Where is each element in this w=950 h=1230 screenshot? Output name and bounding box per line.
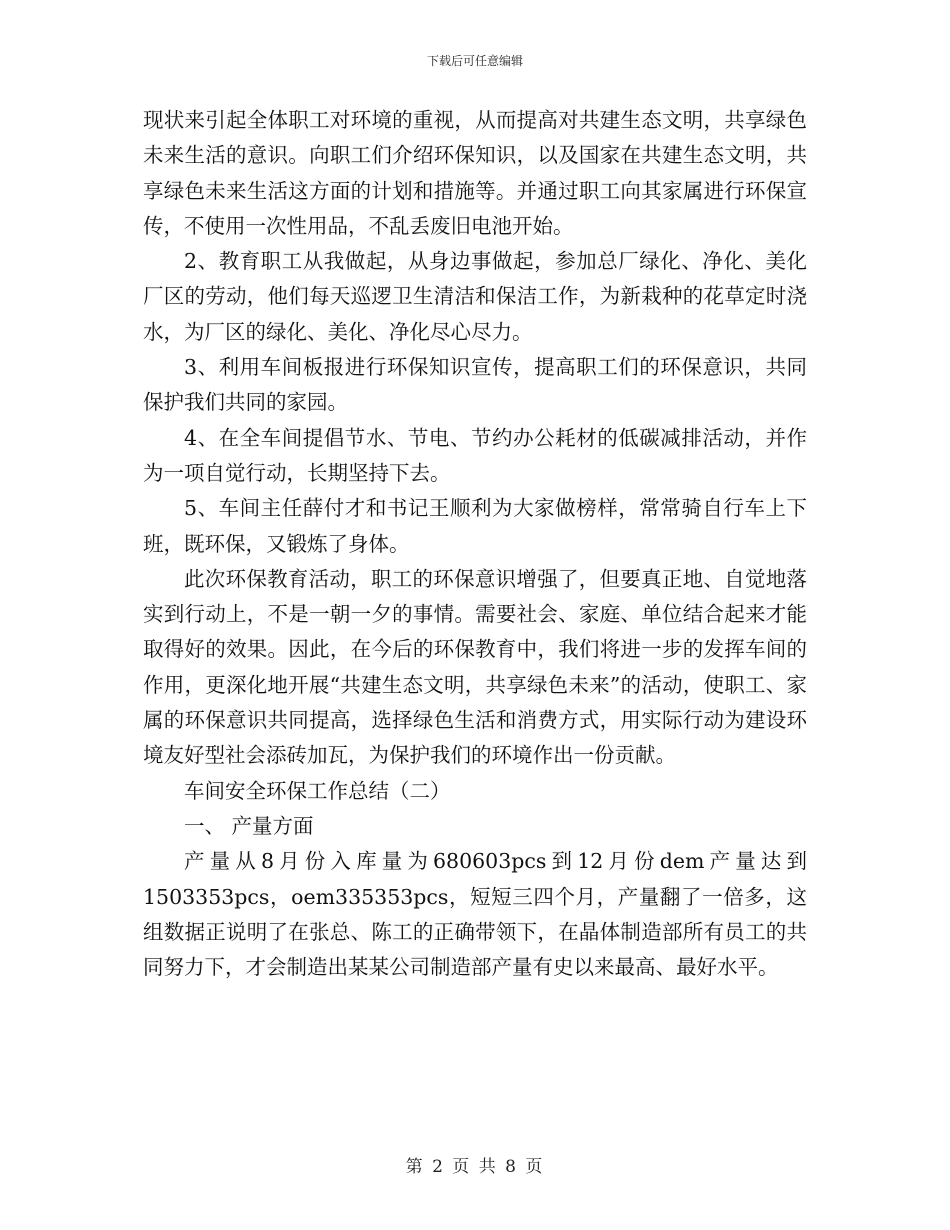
document-body bbox=[143, 103, 807, 985]
paragraph-conclusion: 此次环保教育活动，职工的环保意识增强了，但要真正地、自觉地落实到行动上，不是一朝一夕的事情。需要社会、家庭、单位结合起来才能取得好的效果。因此，在今后的环保教育中，我们将进一步的发挥车间的作用，更深化地开展“共建生态文明，共享绿色未来”的活动，使职工、家属的环保意识共同提高，选择绿色生活和消费方式，用实际行动为建设环境友好型社会添砖加瓦，为保护我们的环境作出一份贡献。 bbox=[143, 566, 807, 768]
paragraph-item-4: 4、在全车间提倡节水、节电、节约办公耗材的低碳减排活动，并作为一项自觉行动，长期坚持下去。 bbox=[143, 425, 807, 485]
paragraph-item-5: 5、车间主任薛付才和书记王顺利为大家做榜样，常常骑自行车上下班，既环保，又锻炼了身体。 bbox=[143, 496, 807, 556]
page-number: 第 2 页 共 8 页 bbox=[405, 1157, 545, 1177]
subsection-heading-output: 一、 产量方面 bbox=[184, 813, 314, 838]
page-header: 下载后可任意编辑 bbox=[426, 54, 523, 68]
paragraph-output-data: 产量从8月份入库量为680603pcs到12月份dem产量达到1503353pcs，oem335353pcs，短短三四个月，产量翻了一倍多，这组数据正说明了在张总、陈工的正确带领下，在晶体制造部所有员工的共同努力下，才会制造出某某公司制造部产量有史以来最高、最好水平。 bbox=[143, 849, 807, 980]
paragraph-item-2: 2、教育职工从我做起，从身边事做起，参加总厂绿化、净化、美化厂区的劳动，他们每天巡逻卫生清洁和保洁工作，为新栽种的花草定时浇水，为厂区的绿化、美化、净化尽心尽力。 bbox=[143, 249, 807, 344]
paragraph-item-3: 3、利用车间板报进行环保知识宣传，提高职工们的环保意识，共同保护我们共同的家园。 bbox=[143, 355, 807, 415]
section-title: 车间安全环保工作总结（二） bbox=[184, 778, 451, 803]
paragraph-environment-awareness: 现状来引起全体职工对环境的重视，从而提高对共建生态文明，共享绿色未来生活的意识。向职工们介绍环保知识，以及国家在共建生态文明，共享绿色未来生活这方面的计划和措施等。并通过职工向其家属进行环保宣传，不使用一次性用品，不乱丢废旧电池开始。 bbox=[143, 108, 807, 238]
